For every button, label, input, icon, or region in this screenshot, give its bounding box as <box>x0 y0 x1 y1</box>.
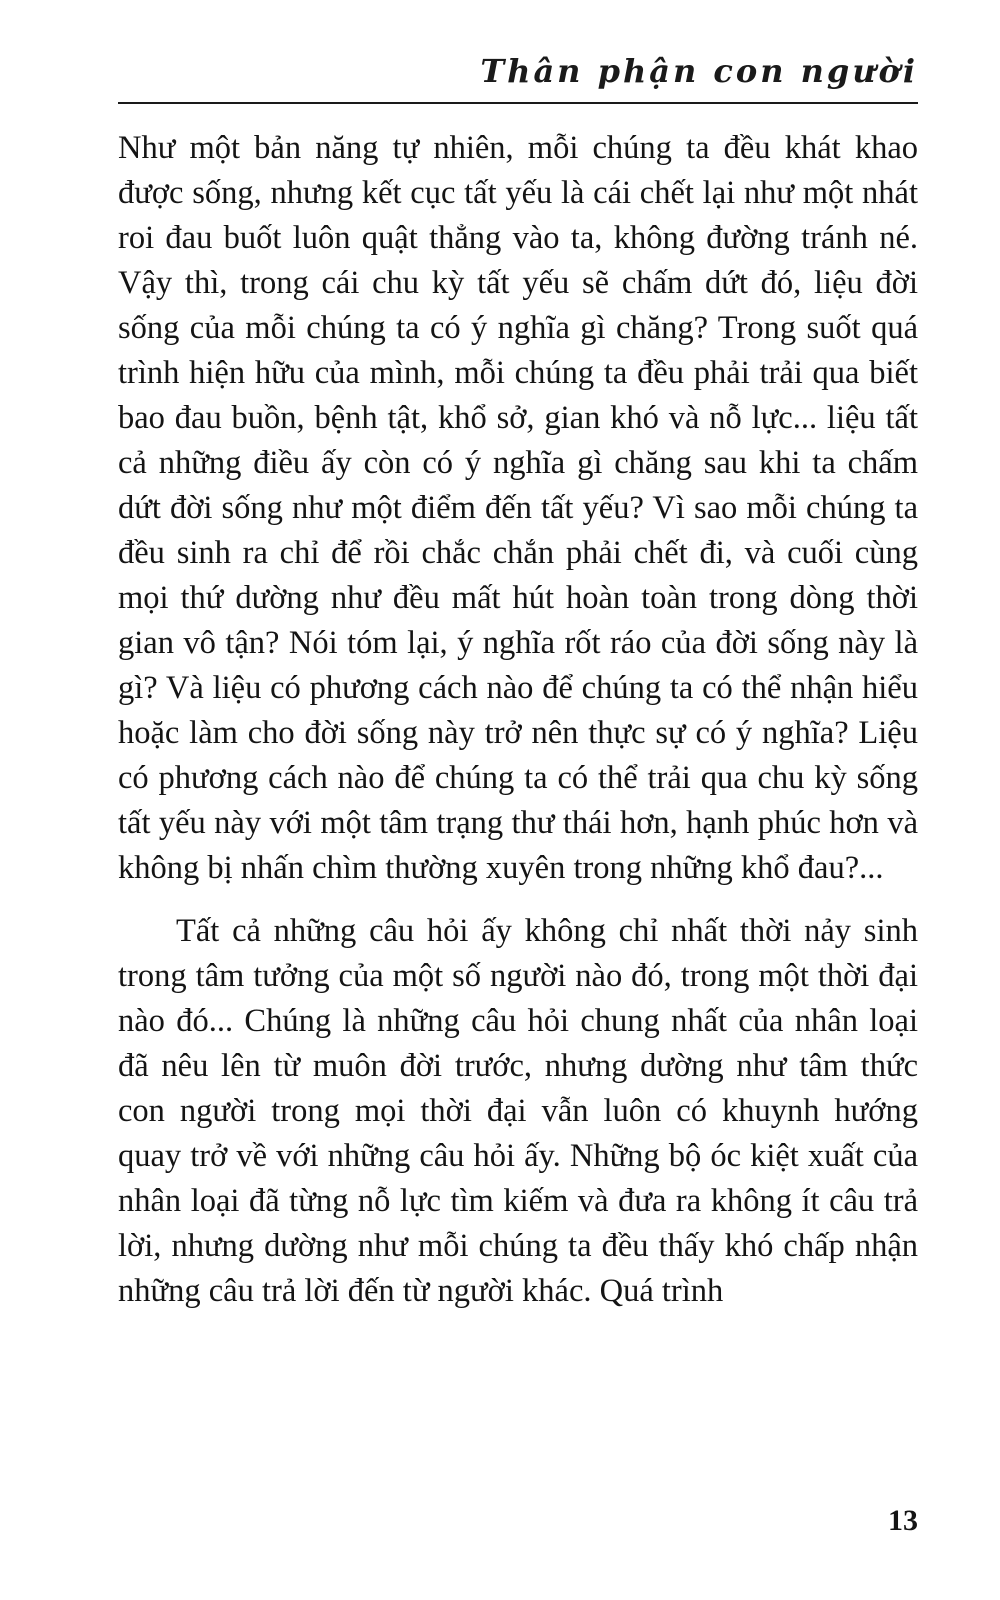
paragraph-2: Tất cả những câu hỏi ấy không chỉ nhất thời nảy sinh trong tâm tưởng của một số người nào đó, trong một thời đại nào đó... Chúng là những câu hỏi chung nhất của nhân loại đã nêu lên từ muôn đời trước, nhưng dường như tâm thức con người trong mọi thời đại vẫn luôn có khuynh hướng quay trở về với những câu hỏi ấy. Những bộ óc kiệt xuất của nhân loại đã từng nỗ lực tìm kiếm và đưa ra không ít câu trả lời, nhưng dường như mỗi chúng ta đều thấy khó chấp nhận những câu trả lời đến từ người khác. Quá trình <box>118 913 918 1309</box>
paragraph-1: Như một bản năng tự nhiên, mỗi chúng ta đều khát khao được sống, nhưng kết cục tất yếu là cái chết lại như một nhát roi đau buốt luôn quật thẳng vào ta, không đường tránh né. Vậy thì, trong cái chu kỳ tất yếu sẽ chấm dứt đó, liệu đời sống của mỗi chúng ta có ý nghĩa gì chăng? Trong suốt quá trình hiện hữu của mình, mỗi chúng ta đều phải trải qua biết bao đau buồn, bệnh tật, khổ sở, gian khó và nỗ lực... liệu tất cả những điều ấy còn có ý nghĩa gì chăng sau khi ta chấm dứt đời sống như một điểm đến tất yếu? Vì sao mỗi chúng ta đều sinh ra chỉ để rồi chắc chắn phải chết đi, và cuối cùng mọi thứ dường như đều mất hút hoàn toàn trong dòng thời gian vô tận? Nói tóm lại, ý nghĩa rốt ráo của đời sống này là gì? Và liệu có phương cách nào để chúng ta có thể nhận hiểu hoặc làm cho đời sống này trở nên thực sự có ý nghĩa? Liệu có phương cách nào để chúng ta có thể trải qua chu kỳ sống tất yếu này với một tâm trạng thư thái hơn, hạnh phúc hơn và không bị nhấn chìm thường xuyên trong những khổ đau?... <box>118 130 918 886</box>
page-number: 13 <box>888 1504 918 1537</box>
running-header <box>118 50 918 104</box>
page-body <box>118 126 918 1314</box>
running-title: Thân phận con người <box>480 52 918 90</box>
